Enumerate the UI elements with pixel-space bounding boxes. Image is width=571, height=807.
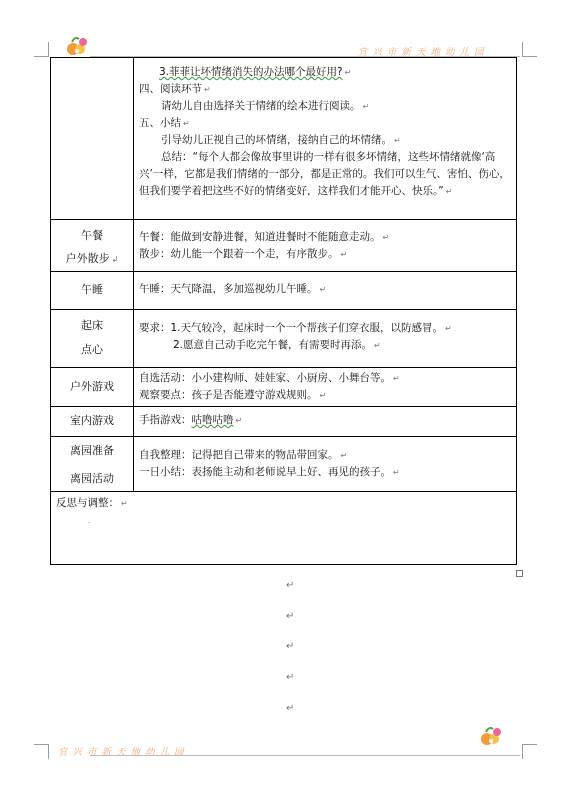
walk-line: 散步：幼儿能一个跟着一个走，有序散步。 ↵ [139,248,348,260]
crop-mark-bottom-right [522,744,537,759]
reflection-empty-line: . [88,516,91,525]
lunch-label: 午餐 [81,229,103,242]
leave-content-cell [134,437,517,492]
footer-school-name: 宜兴市新天地幼儿园 [58,747,189,758]
table-row-reflection [51,492,517,565]
leave-prep-label: 离园准备 [70,444,114,457]
table-row-outdoor-games [51,368,517,407]
crop-mark-top-left [34,42,49,57]
leave-daily-summary: 一日小结：表扬能主动和老师说早上好、再见的孩子。 ↵ [139,466,400,478]
nap-label: 午睡 [81,283,103,296]
empty-paragraph-mark: ↵ [286,611,295,622]
lunch-label-cell [51,220,134,272]
table-row-departure [51,437,517,492]
indoor-label: 室内游戏 [70,414,114,427]
section-4-body: 请幼儿自由选择关于情绪的绘本进行阅读。 ↵ [161,100,370,112]
wake-requirement-2: 2.愿意自己动手吃完午餐，有需要时再添。 ↵ [173,339,381,351]
footer-rule [90,755,520,756]
leave-activity-label: 离园活动 [70,472,114,485]
table-row-nap [51,272,517,310]
lesson-summary: 总结：“每个人都会像故事里讲的一样有很多坏情绪，这些坏情绪就像‘高兴’一样，它都是我们情绪的一部分，都是正常的。我们可以生气、害怕、伤心，但我们要学着把这些不好的情绪变好，这样我们才能开心、快乐。” ↵ [139,151,510,197]
lesson-question-3: 3.菲菲让坏情绪消失的办法哪个最好用? ↵ [159,66,352,78]
leave-label-cell [51,437,134,492]
outdoor-activities: 自选活动：小小建构师、娃娃家、小厨房、小舞台等。 ↵ [139,372,400,384]
section-4-title: 四、阅读环节 ↵ [139,83,211,95]
section-5-title: 五、小结 ↵ [139,117,190,129]
outdoor-observation: 观察要点：孩子是否能遵守游戏规则。 ↵ [139,389,327,401]
wake-label: 起床 [81,319,103,332]
wake-requirement-1: 要求：1.天气较冷，起床时一个一个帮孩子们穿衣服，以防感冒。 ↵ [139,322,452,334]
indoor-label-cell [51,407,134,437]
daily-plan-table [50,57,517,565]
outdoor-label: 户外游戏 [70,380,114,393]
snack-label: 点心 [81,343,103,356]
empty-paragraph-mark: ↵ [286,641,295,652]
section-5-body: 引导幼儿正视自己的坏情绪，接纳自己的坏情绪。 ↵ [161,134,401,146]
table-resize-handle[interactable] [516,570,523,577]
wake-label-cell [51,310,134,368]
empty-paragraph-mark: ↵ [286,580,295,591]
outdoor-content-cell [134,368,517,407]
walk-label: 户外散步 ↲ [65,252,119,265]
table-row-indoor-games [51,407,517,437]
lunch-line: 午餐：能做到安静进餐，知道进餐时不能随意走动。 ↵ [139,231,390,243]
school-logo-icon [478,723,504,749]
nap-label-cell [51,272,134,310]
nap-line: 午睡：天气降温，多加巡视幼儿午睡。 ↵ [139,283,327,295]
school-logo-icon [64,33,90,59]
outdoor-label-cell [51,368,134,407]
lesson-label-cell [51,58,134,220]
leave-self-organize: 自我整理：记得把自己带来的物品带回家。 ↵ [139,449,348,461]
table-row-lesson [51,58,517,220]
lesson-content-cell [134,58,517,220]
lunch-content-cell [134,220,517,272]
reflection-label: 反思与调整： ↵ [56,497,128,509]
empty-paragraph-mark: ↵ [286,703,295,714]
wake-content-cell [134,310,517,368]
crop-mark-top-right [522,42,537,57]
indoor-content-cell [134,407,517,437]
nap-content-cell [134,272,517,310]
indoor-finger-game: 手指游戏：咕噜咕噜 ↵ [139,414,243,426]
empty-paragraph-mark: ↵ [286,672,295,683]
reflection-cell[interactable] [51,492,517,565]
table-row-wake-up [51,310,517,368]
table-row-lunch [51,220,517,272]
crop-mark-bottom-left [34,744,49,759]
header-school-name: 宜兴市新天地幼儿园 [358,47,489,58]
